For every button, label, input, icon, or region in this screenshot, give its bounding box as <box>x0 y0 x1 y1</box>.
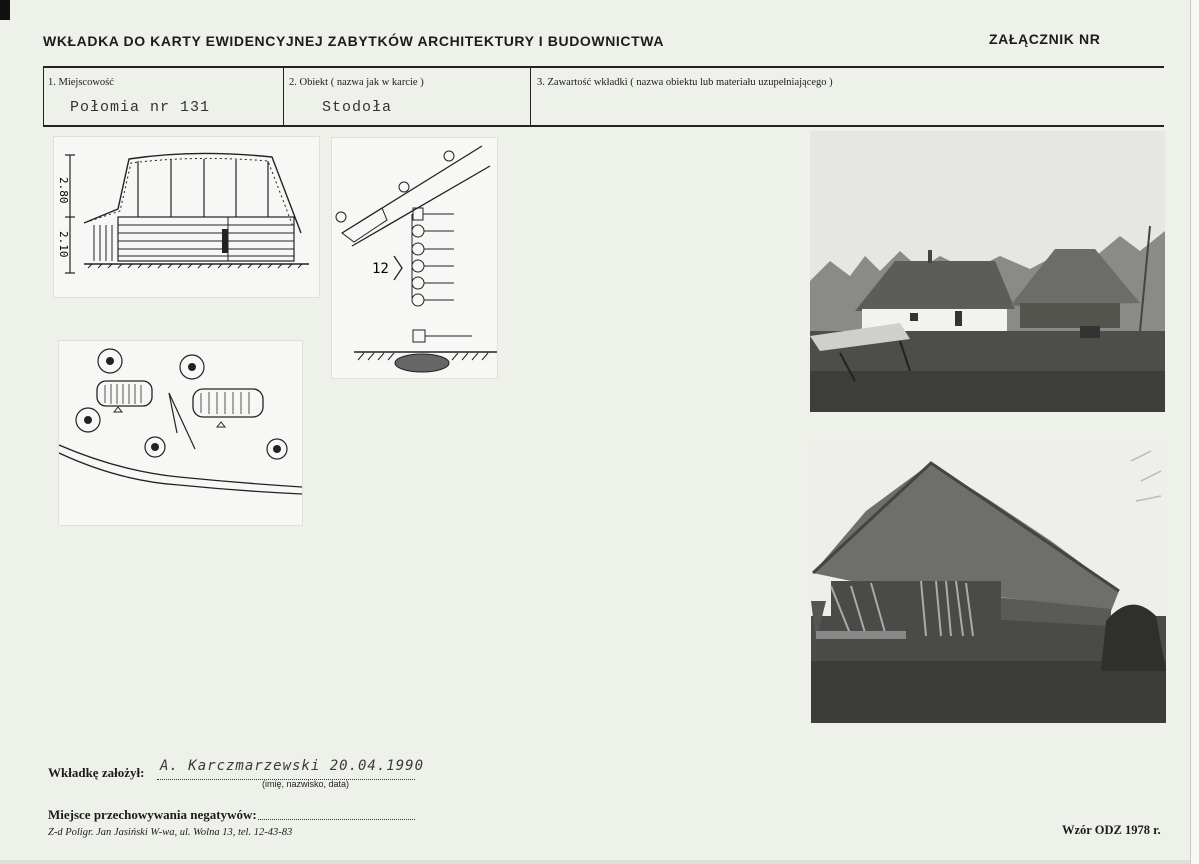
corner-mark <box>0 0 10 20</box>
table-divider-left <box>43 68 44 126</box>
annex-label: ZAŁĄCZNIK NR <box>989 31 1101 47</box>
detail-label: 12 <box>372 261 389 277</box>
prepared-by-label: Wkładkę założył: <box>48 765 145 780</box>
photo-barn-closeup <box>811 441 1166 723</box>
form-template-code: Wzór ODZ 1978 r. <box>1062 823 1161 837</box>
table-divider-2 <box>530 68 531 126</box>
field-contents-label: 3. Zawartość wkładki ( nazwa obiektu lub materiału uzupełniającego ) <box>537 77 833 88</box>
wall-detail-drawing <box>332 138 497 378</box>
photo-barn-image <box>811 441 1166 723</box>
field-locality-label: 1. Miejscowość <box>48 77 114 88</box>
photo-village-view <box>810 131 1165 412</box>
dimension-upper: 2.80 <box>57 177 70 204</box>
field-locality-value: Połomia nr 131 <box>70 99 211 116</box>
field-object-value: Stodoła <box>322 99 393 116</box>
table-top-rule <box>43 66 1164 68</box>
negatives-line <box>258 818 415 820</box>
prepared-by-value: A. Karczmarzewski 20.04.1990 <box>160 758 425 774</box>
barn-elevation-drawing <box>54 137 319 297</box>
printer-imprint: Z-d Poligr. Jan Jasiński W-wa, ul. Wolna 13, tel. 12-43-83 <box>48 827 293 838</box>
card-edge <box>1190 0 1199 864</box>
form-title: WKŁADKA DO KARTY EWIDENCYJNEJ ZABYTKÓW ARCHITEKTURY I BUDOWNICTWA <box>43 33 665 49</box>
prepared-by-hint: (imię, nazwisko, data) <box>262 779 350 789</box>
barn-elevation-sketch <box>53 136 320 298</box>
wall-detail-sketch <box>331 137 498 379</box>
table-divider-1 <box>283 68 284 126</box>
photo-village-image <box>810 131 1165 412</box>
site-plan-drawing <box>59 341 302 525</box>
site-plan-sketch <box>58 340 303 526</box>
table-bottom-rule <box>43 125 1164 127</box>
dimension-lower: 2.10 <box>57 231 70 258</box>
field-object-label: 2. Obiekt ( nazwa jak w karcie ) <box>289 77 424 88</box>
negatives-label: Miejsce przechowywania negatywów: <box>48 807 257 822</box>
